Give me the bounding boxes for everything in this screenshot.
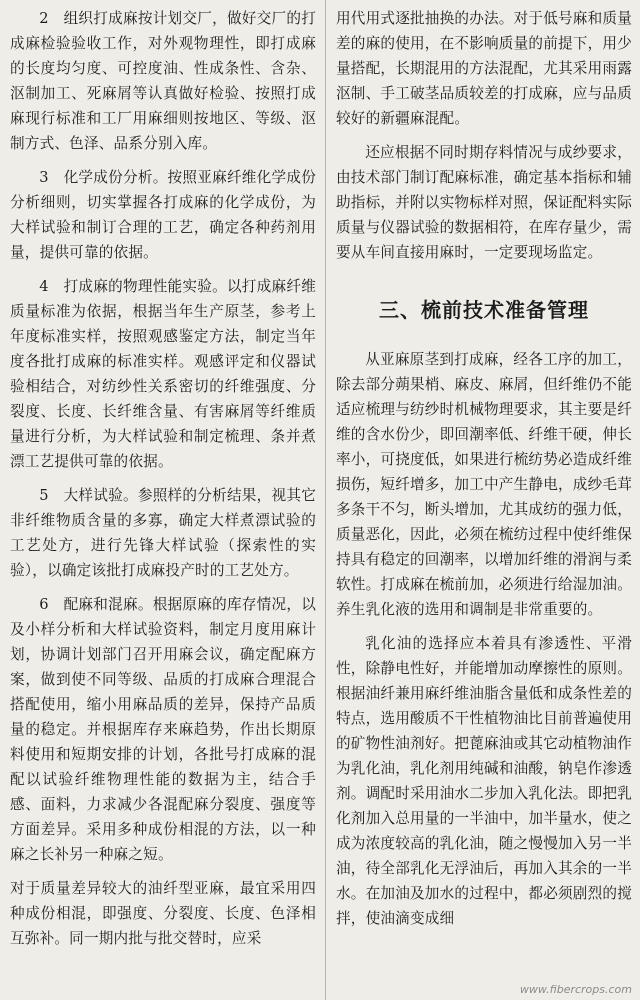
paragraph-pre-hackling-prep: 从亚麻原茎到打成麻，经各工序的加工，除去部分蒴果梢、麻皮、麻屑，但纤维仍不能适应梳理与纺纱时机械物理要求，其主要是纤维的含水份少，即回潮率低、纤维干硬，伸长率小，可挠度低，如果进行梳纺势必造成纤维损伤，短纤增多，加工中产生静电，成纱毛茸多条干不匀，断头增加，尤其成纺的强力低，质量恶化，因此，必须在梳纺过程中使纤维保持具有稳定的回潮率，以增加纤维的滑润与柔软性。打成麻在梳前加，必须进行给湿加油。养生乳化液的选用和调制是非常重要的。 — [336, 351, 632, 618]
paragraph-item-6-blending: 6 配麻和混麻。根据原麻的库存情况，以及小样分析和大样试验资料，制定月度用麻计划，协调计划部门召开用麻会议，确定配麻方案，做到使不同等级、品质的打成麻合理混合搭配使用，缩小用麻品质的差异，保持产品质量的稳定。并根据库存来麻趋势，作出长期原料使用和短期安排的计划，各批号打成麻的混配以试验纤维物理性能的数据为主，结合手感、面料，力求减少各混配麻分裂度、强度等方面差异。采用多种成份相混的方法，以一种麻之长补另一种麻之短。 — [10, 596, 316, 863]
paragraph-blending-continued: 对于质量差异较大的油纤型亚麻，最宜采用四种成份相混，即强度、分裂度、长度、色泽相互弥补。同一期内批与批交替时，应采 — [10, 880, 316, 947]
paragraph-item-5-large-sample-test: 5 大样试验。参照样的分析结果，视其它非纤维物质含量的多寡，确定大样煮漂试验的工艺处方，进行先锋大样试验（探索性的实验），以确定该批打成麻投产时的工艺处方。 — [10, 487, 316, 579]
paragraph-item-3-chemical-analysis: 3 化学成份分析。按照亚麻纤维化学成份分析细则，切实掌握各打成麻的化学成份，为大样试验和制订合理的工艺，确定各种药剂用量，提供可靠的依据。 — [10, 169, 316, 261]
column-divider — [325, 0, 326, 1000]
right-column — [336, 6, 632, 940]
paragraph-item-2: 2 组织打成麻按计划交厂，做好交厂的打成麻检验验收工作，对外观物理性，即打成麻的长度均匀度、可控度油、性成条性、含杂、沤制加工、死麻屑等认真做好检验、按照打成麻现行标准和工厂用麻细则按地区、等级、沤制方式、色泽、品系分别入库。 — [10, 10, 316, 152]
paragraph-blend-standards: 还应根据不同时期存料情况与成纱要求，由技术部门制订配麻标准，确定基本指标和辅助指标，并附以实物标样对照，保证配料实际质量与仪器试验的数据相符，在库存量少，需要从车间直接用麻时，一定要现场监定。 — [336, 144, 632, 261]
watermark-text: www.fibercrops.com — [519, 983, 632, 996]
left-column — [10, 6, 316, 960]
paragraph-emulsion-oil: 乳化油的选择应本着具有渗透性、平滑性，除静电性好，并能增加动摩擦性的原则。根据油纤兼用麻纤维油脂含量低和成条性差的特点，选用酸质不干性植物油比目前普遍使用的矿物性油剂好。把蓖麻油或其它动植物油作为乳化油，乳化剂用纯碱和油酸，钠皂作渗透剂。调配时采用油水二步加入乳化法。即把乳化剂加入总用量的一半油中，加半量水，使之成为浓度较高的乳化油，随之慢慢加入另一半油，待全部乳化无浮油后，再加入其余的一半水。在加油及加水的过程中，都必须剧烈的搅拌，使油滴变成细 — [336, 635, 632, 927]
paragraph-continued-from-left: 用代用式逐批抽换的办法。对于低号麻和质量差的麻的使用，在不影响质量的前提下，用少量搭配，长期混用的方法混配，尤其采用雨露沤制、手工破茎品质较差的打成麻，应与品质较好的新疆麻混配。 — [336, 10, 632, 127]
section-heading: 三、梳前技术准备管理 — [379, 298, 589, 322]
paragraph-item-4-physical-test: 4 打成麻的物理性能实验。以打成麻纤维质量标准为依据，根据当年生产原茎，参考上年度标准实样，按照观感鉴定方法，制定当年度各批打成麻的标准实样。观感评定和仪器试验相结合，对纺纱性关系密切的纤维强度、分裂度、长度、长纤维含量、有害麻屑等纤维质量进行分析，为大样试验和制定梳理、条并煮漂工艺提供可靠的依据。 — [10, 278, 316, 470]
